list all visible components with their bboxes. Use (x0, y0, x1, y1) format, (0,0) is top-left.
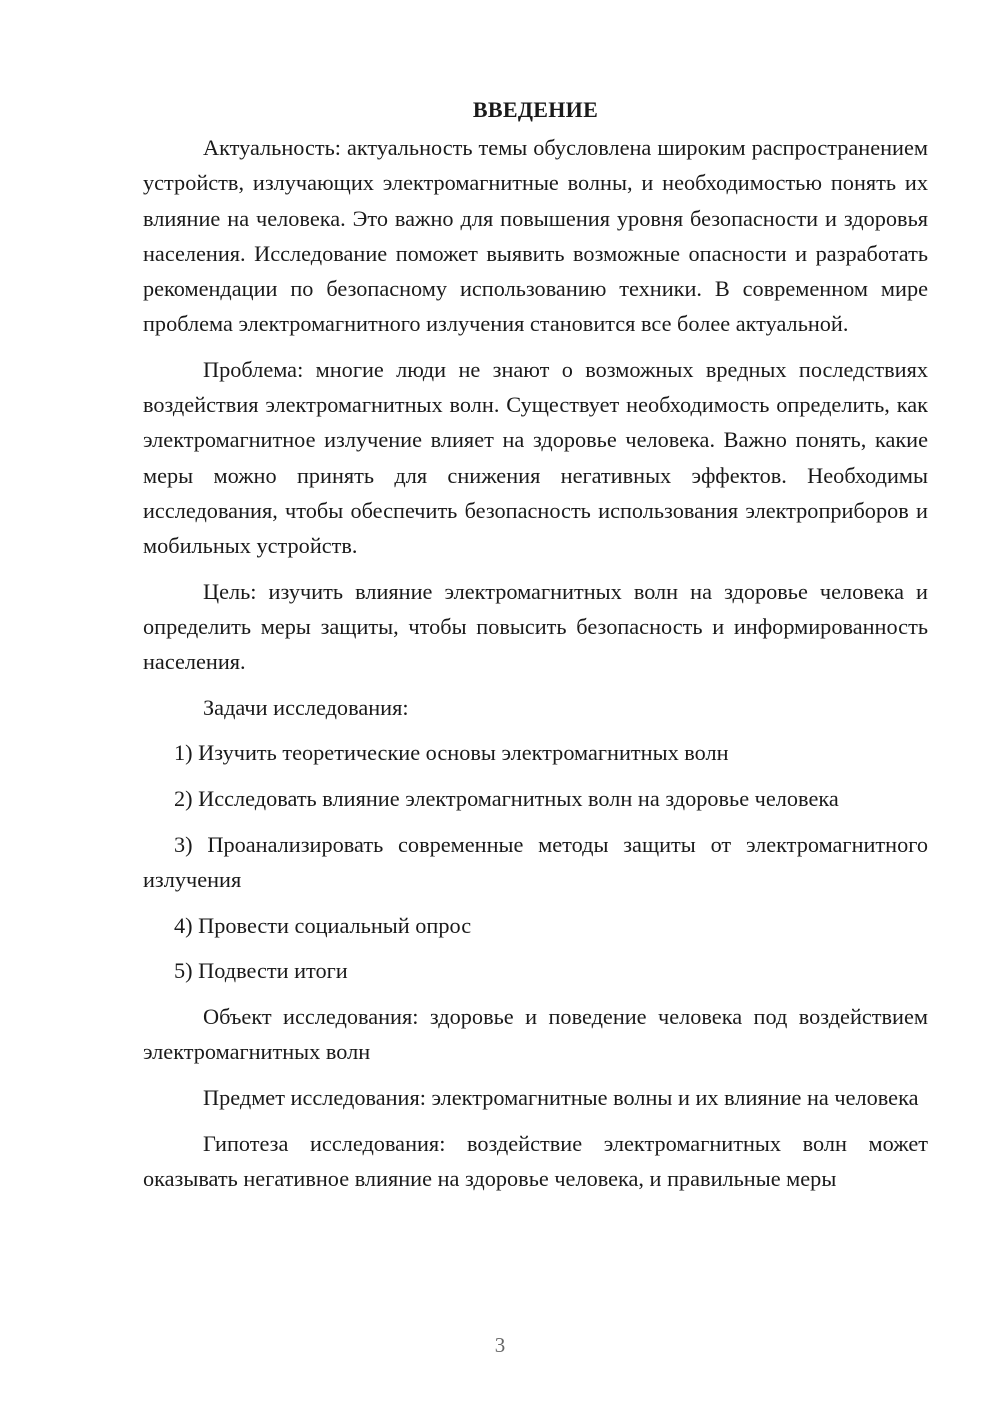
task-item-4: 4) Провести социальный опрос (174, 912, 472, 938)
problem-paragraph: Проблема: многие люди не знают о возможных вредных последствиях воздействия электромагнитных волн. Существует необходимость определить, как электромагнитное излучение влияет на здоровье человека. Важно понять, какие меры можно принять для снижения негативных эффектов. Необходимы исследования, чтобы обеспечить безопасность использования электроприборов и мобильных устройств. (143, 356, 928, 558)
section-heading: ВВЕДЕНИЕ (472, 97, 599, 122)
task-item-3: 3) Проанализировать современные методы защиты от электромагнитного излучения (143, 831, 928, 893)
object-paragraph: Объект исследования: здоровье и поведение человека под воздействием электромагнитных волн (143, 1004, 928, 1065)
task-item-1: 1) Изучить теоретические основы электромагнитных волн (174, 740, 729, 766)
hypothesis-paragraph: Гипотеза исследования: воздействие электромагнитных волн может оказывать негативное влияние на здоровье человека, и правильные меры (143, 1130, 928, 1191)
relevance-paragraph: Актуальность: актуальность темы обусловлена широким распространением устройств, излучающих электромагнитные волны, и необходимостью понять их влияние на человека. Это важно для повышения уровня безопасности и здоровья населения. Исследование поможет выявить возможные опасности и разработать рекомендации по безопасному использованию техники. В современном мире проблема электромагнитного излучения становится все более актуальной. (143, 135, 928, 337)
task-item-5: 5) Подвести итоги (174, 958, 348, 984)
tasks-label: Задачи исследования: (203, 694, 409, 720)
subject-paragraph: Предмет исследования: электромагнитные волны и их влияние на человека (203, 1085, 919, 1111)
task-item-2: 2) Исследовать влияние электромагнитных волн на здоровье человека (174, 786, 839, 812)
page-number: 3 (494, 1333, 506, 1357)
goal-paragraph: Цель: изучить влияние электромагнитных волн на здоровье человека и определить меры защиты, чтобы повысить безопасность и информированность населения. (143, 578, 928, 675)
document-page (143, 92, 928, 1207)
